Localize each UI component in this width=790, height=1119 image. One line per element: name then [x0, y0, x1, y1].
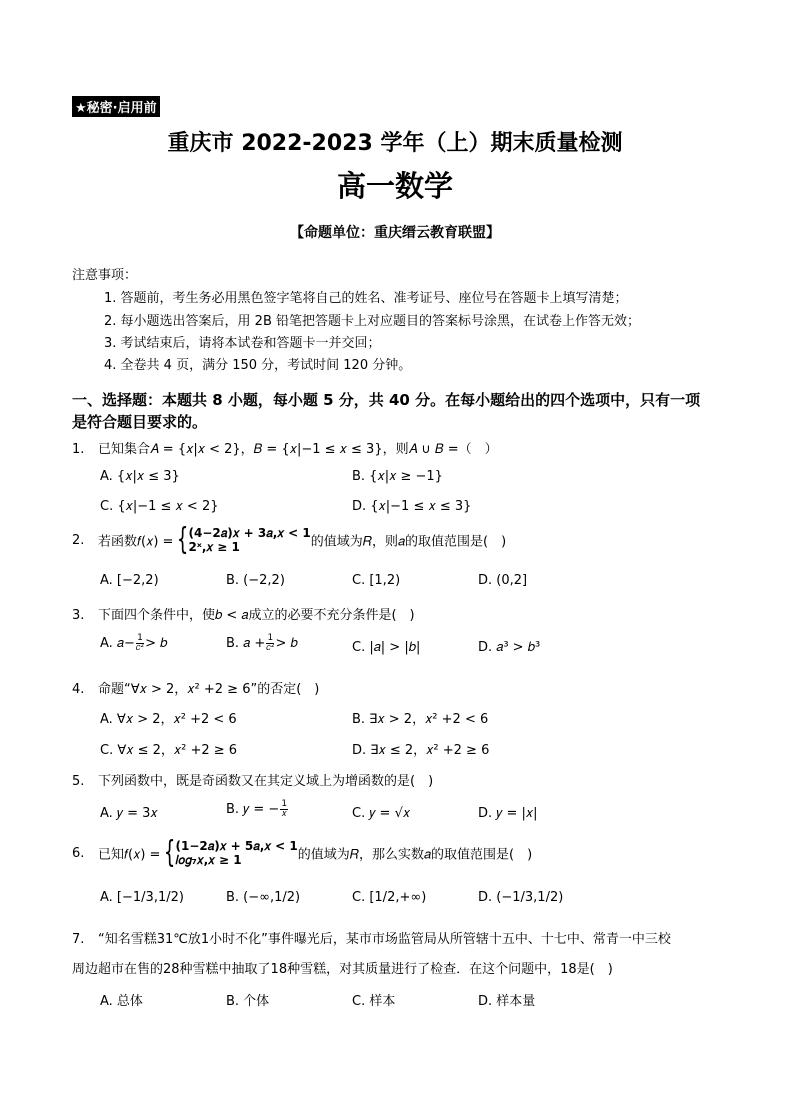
question-number: 2.	[72, 532, 85, 548]
option-d: D. 𝑎³ > 𝑏³	[478, 640, 541, 655]
option-d: D. (0,2]	[478, 573, 528, 588]
option-b: B. 个体	[226, 994, 270, 1009]
question-7	[72, 928, 671, 947]
option-a: A. ∀𝑥 > 2，𝑥² +2 < 6	[100, 712, 237, 727]
section-heading-cont: 是符合题目要求的。	[72, 413, 208, 431]
note-item: 1. 答题前，考生务必用黑色签字笔将自己的姓名、准考证号、座位号在答题卡上填写清楚；	[104, 291, 628, 306]
case-1: (4−2𝑎)𝑥 + 3𝑎,𝑥 < 1	[188, 526, 311, 540]
option-a: A. 𝑦 = 3𝑥	[100, 806, 158, 821]
question-stem: 命题“∀𝑥 > 2，𝑥² +2 ≥ 6”的否定( )	[98, 682, 320, 697]
fraction	[266, 634, 274, 653]
question-stem-post: 的值域为𝑅，那么实数𝑎的取值范围是( )	[297, 847, 533, 863]
question-4	[72, 678, 319, 697]
option-d: D. 样本量	[478, 994, 536, 1009]
brace-symbol: {	[177, 522, 189, 557]
option-d: D. 𝑦 = |𝑥|	[478, 806, 538, 821]
fraction-numerator: 1	[137, 633, 143, 643]
subject-title: 高一数学	[336, 169, 453, 203]
option-c: C. [1/2,+∞)	[352, 890, 427, 905]
option-b	[226, 634, 298, 653]
fraction-numerator: 1	[267, 633, 274, 643]
notes-heading: 注意事项：	[72, 268, 138, 283]
option-d: D. {𝑥|−1 ≤ 𝑥 ≤ 3}	[352, 499, 472, 514]
option-d: D. ∃𝑥 ≤ 2，𝑥² +2 ≥ 6	[352, 743, 490, 758]
option-b: B. (−2,2)	[226, 573, 285, 588]
option-c: C. 𝑦 = √𝑥	[352, 806, 411, 821]
option-b-pre: B. 𝑎 +	[226, 636, 266, 651]
fraction-denominator: 𝑐²	[135, 643, 145, 653]
option-a: A. [−1/3,1/2)	[100, 890, 184, 905]
option-b: B. ∃𝑥 > 2，𝑥² +2 < 6	[352, 712, 489, 727]
question-6	[72, 835, 533, 870]
case-2: 2ˣ,𝑥 ≥ 1	[188, 540, 240, 554]
question-number: 4.	[72, 682, 85, 697]
option-c: C. {𝑥|−1 ≤ 𝑥 < 2}	[100, 499, 219, 514]
option-b: B. {𝑥|𝑥 ≥ −1}	[352, 469, 443, 484]
option-b-pre: B. 𝑦 = −	[226, 802, 280, 817]
question-stem-pre: 若函数𝑓(𝑥) =	[98, 534, 174, 550]
brace-symbol: {	[164, 835, 176, 870]
author-unit: 【命题单位：重庆缙云教育联盟】	[290, 225, 500, 241]
fraction	[280, 800, 288, 819]
option-a: A. {𝑥|𝑥 ≤ 3}	[100, 469, 180, 484]
question-stem: 已知集合𝐴 = {𝑥|𝑥 < 2}，𝐵 = {𝑥|−1 ≤ 𝑥 ≤ 3}，则𝐴 ∪ 𝐵 =（ ）	[98, 442, 498, 457]
case-1: (1−2𝑎)𝑥 + 5𝑎,𝑥 < 1	[175, 839, 298, 853]
question-stem: “知名雪糕31℃放1小时不化”事件曝光后，某市市场监管局从所管辖十五中、十七中、常青一中三校	[98, 932, 671, 947]
option-d: D. (−1/3,1/2)	[478, 890, 564, 905]
case-2: 𝑙𝑜𝑔₇𝑥,𝑥 ≥ 1	[175, 853, 242, 867]
question-number: 6.	[72, 845, 85, 861]
fraction	[136, 634, 144, 653]
option-a: A. [−2,2)	[100, 573, 159, 588]
question-1	[72, 438, 498, 457]
section-heading: 一、选择题：本题共 8 小题，每小题 5 分，共 40 分。在每小题给出的四个选项中，只有一项	[72, 391, 701, 409]
question-7-cont: 周边超市在售的28种雪糕中抽取了18种雪糕，对其质量进行了检查．在这个问题中，18是( )	[72, 962, 613, 977]
exam-title: 重庆市 2022-2023 学年（上）期末质量检测	[167, 131, 623, 156]
option-c: C. 样本	[352, 994, 396, 1009]
option-c: C. |𝑎| > |𝑏|	[352, 640, 421, 655]
confidential-label: ★秘密·启用前	[72, 96, 160, 117]
question-2	[72, 522, 507, 557]
note-item: 4. 全卷共 4 页，满分 150 分，考试时间 120 分钟。	[104, 358, 412, 373]
option-c: C. [1,2)	[352, 573, 401, 588]
question-stem: 下面四个条件中，使𝑏 < 𝑎成立的必要不充分条件是( )	[98, 608, 415, 623]
question-stem: 下列函数中，既是奇函数又在其定义域上为增函数的是( )	[98, 774, 434, 789]
option-b-post: > 𝑏	[275, 636, 298, 651]
fraction-denominator: 𝑐²	[266, 643, 275, 653]
question-stem-pre: 已知𝑓(𝑥) =	[98, 847, 161, 863]
option-a	[100, 634, 167, 653]
question-3	[72, 604, 415, 623]
question-5	[72, 770, 433, 789]
question-number: 5.	[72, 774, 85, 789]
option-c: C. ∀𝑥 ≤ 2，𝑥² +2 ≥ 6	[100, 743, 238, 758]
question-number: 3.	[72, 608, 85, 623]
option-a: A. 总体	[100, 994, 143, 1009]
fraction-denominator: 𝑥	[281, 809, 287, 819]
question-number: 1.	[72, 442, 85, 457]
piecewise-cases	[189, 526, 311, 554]
option-b	[226, 800, 289, 819]
option-a-post: > 𝑏	[145, 636, 168, 651]
question-number: 7.	[72, 932, 85, 947]
option-b: B. (−∞,1/2)	[226, 890, 301, 905]
option-a-pre: A. 𝑎−	[100, 636, 135, 651]
note-item: 2. 每小题选出答案后，用 2B 铅笔把答题卡上对应题目的答案标号涂黑，在试卷上作答无效；	[104, 314, 640, 329]
note-item: 3. 考试结束后，请将本试卷和答题卡一并交回；	[104, 336, 381, 351]
piecewise-cases	[176, 839, 298, 867]
fraction-numerator: 1	[281, 799, 288, 809]
question-stem-post: 的值域为𝑅，则𝑎的取值范围是( )	[310, 534, 507, 550]
